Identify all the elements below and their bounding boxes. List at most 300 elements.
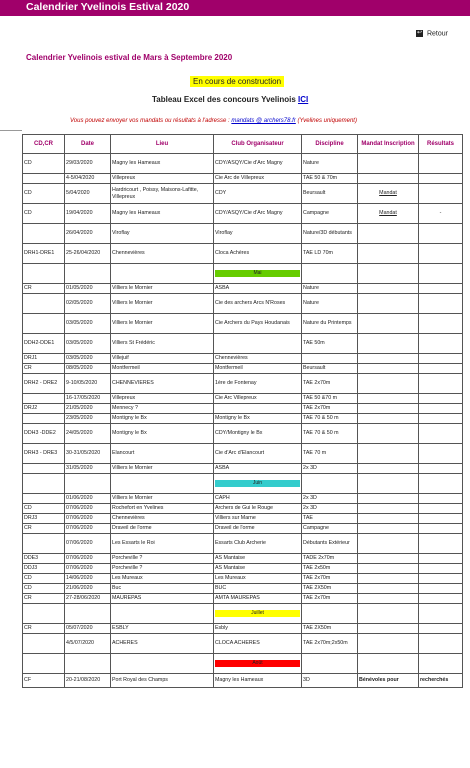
cell-resultats: [419, 464, 463, 474]
cell-cd: DRJ2: [23, 404, 65, 414]
table-row: [23, 374, 463, 394]
cell-discipline: Nature: [302, 154, 358, 174]
cell-lieu: Villejuif: [111, 354, 214, 364]
cell-mandat: [358, 224, 419, 244]
cell-mandat: [358, 634, 419, 654]
cell-club: [214, 264, 302, 284]
cell-discipline: TAE: [302, 514, 358, 524]
cell-cd: DDE3: [23, 554, 65, 564]
cell-cd: DDH2-DDE1: [23, 334, 65, 354]
cell-cd: CD: [23, 584, 65, 594]
cell-lieu: MAUREPAS: [111, 594, 214, 604]
cell-club: Draveil de l'orme: [214, 524, 302, 534]
cell-discipline: Campagne: [302, 524, 358, 534]
cell-club: [214, 604, 302, 624]
cell-club: CDY: [214, 184, 302, 204]
retour-link[interactable]: [416, 30, 448, 37]
cell-lieu: Les Mureaux: [111, 574, 214, 584]
cell-lieu: Viroflay: [111, 224, 214, 244]
cell-mandat: [358, 244, 419, 264]
cell-club: ASBA: [214, 284, 302, 294]
cell-club: CDY/ASQY/Cie d'Arc Magny: [214, 204, 302, 224]
table-row: [23, 514, 463, 524]
cell-date: [65, 474, 111, 494]
month-row: [23, 474, 463, 494]
cell-club: CLOCA ACHERES: [214, 634, 302, 654]
cell-cd: [23, 474, 65, 494]
cell-lieu: Montfermeil: [111, 364, 214, 374]
table-row: [23, 574, 463, 584]
cell-date: 14/06/2020: [65, 574, 111, 584]
cell-cd: DRH3 - DRE3: [23, 444, 65, 464]
cell-mandat: [358, 364, 419, 374]
cell-discipline: TAE 2X50m: [302, 624, 358, 634]
cell-mandat: [358, 174, 419, 184]
cell-mandat: [358, 504, 419, 514]
cell-club: CDY/ASQY/Cie d'Arc Magny: [214, 154, 302, 174]
cell-lieu: [111, 604, 214, 624]
cell-discipline: TAE 70 & 50 m: [302, 424, 358, 444]
cell-resultats: [419, 354, 463, 364]
cell-mandat: [358, 354, 419, 364]
table-row: [23, 464, 463, 474]
calendar-table: [22, 134, 463, 688]
cell-club: Montigny le Bx: [214, 414, 302, 424]
cell-club: AS Mantaise: [214, 554, 302, 564]
table-row: [23, 594, 463, 604]
cell-date: [65, 604, 111, 624]
cell-discipline: Campagne: [302, 204, 358, 224]
cell-club: AMTA MAUREPAS: [214, 594, 302, 604]
cell-resultats: [419, 514, 463, 524]
cell-discipline: TAE 2x70m;2x50m: [302, 634, 358, 654]
cell-date: 20-21/08/2020: [65, 674, 111, 688]
cell-cd: CD: [23, 184, 65, 204]
table-row: [23, 414, 463, 424]
cell-discipline: TAE 2x70m: [302, 574, 358, 584]
table-row: [23, 424, 463, 444]
cell-cd: DRJ3: [23, 514, 65, 524]
cell-cd: [23, 654, 65, 674]
cell-resultats: [419, 364, 463, 374]
cell-resultats: [419, 174, 463, 184]
cell-resultats: [419, 414, 463, 424]
cell-club: Archers de Gui le Rouge: [214, 504, 302, 514]
cell-date: 30-31/05/2020: [65, 444, 111, 464]
table-row: [23, 294, 463, 314]
cell-discipline: TADE 2x70m: [302, 554, 358, 564]
cell-lieu: Villiers St Frédéric: [111, 334, 214, 354]
cell-date: 01/05/2020: [65, 284, 111, 294]
table-row: [23, 174, 463, 184]
cell-mandat: [358, 374, 419, 394]
col-header-discipline: Discipline: [302, 135, 358, 154]
cell-cd: CD: [23, 574, 65, 584]
cell-cd: [23, 224, 65, 244]
cell-resultats: [419, 424, 463, 444]
cell-lieu: Les Essarts le Roi: [111, 534, 214, 554]
cell-mandat: [358, 264, 419, 284]
cell-date: 26/04/2020: [65, 224, 111, 244]
cell-discipline: Nature/3D débutants: [302, 224, 358, 244]
cell-lieu: Porcheville ?: [111, 564, 214, 574]
table-body: [23, 154, 463, 688]
cell-mandat: [358, 494, 419, 504]
col-header-lieu: Lieu: [111, 135, 214, 154]
cell-lieu: Villepreux: [111, 174, 214, 184]
cell-resultats: -: [419, 204, 463, 224]
construction-notice: En cours de construction: [190, 76, 284, 87]
cell-club: [214, 654, 302, 674]
table-row: [23, 524, 463, 534]
cell-discipline: TAE 50 &70 m: [302, 394, 358, 404]
cell-lieu: Magny les Hameaux: [111, 204, 214, 224]
cell-date: 07/06/2020: [65, 504, 111, 514]
col-header-club: Club Organisateur: [214, 135, 302, 154]
cell-resultats: [419, 504, 463, 514]
cell-mandat: [358, 654, 419, 674]
cell-lieu: Montigny le Bx: [111, 424, 214, 444]
cell-club: Viroflay: [214, 224, 302, 244]
cell-mandat: [358, 414, 419, 424]
cell-date: 9-10/05/2020: [65, 374, 111, 394]
cell-club: Essarts Club Archerie: [214, 534, 302, 554]
cell-resultats: [419, 494, 463, 504]
cell-discipline: [302, 264, 358, 284]
cell-lieu: Mennecy ?: [111, 404, 214, 414]
cell-mandat: [358, 314, 419, 334]
table-header-row: [23, 135, 463, 154]
cell-cd: CR: [23, 524, 65, 534]
cell-date: 5/04/2020: [65, 184, 111, 204]
table-row: [23, 534, 463, 554]
cell-cd: [23, 174, 65, 184]
mandats-email-link[interactable]: mandats @ archers78.fr: [231, 118, 296, 124]
cell-club: Cloca Achères: [214, 244, 302, 264]
cell-mandat: [358, 584, 419, 594]
cell-discipline: TAE 2x70m: [302, 404, 358, 414]
cell-discipline: TAE 2x70m: [302, 594, 358, 604]
cell-date: 03/05/2020: [65, 334, 111, 354]
cell-lieu: Villiers le Mornier: [111, 284, 214, 294]
month-band: Mai: [215, 270, 300, 277]
cell-cd: CR: [23, 624, 65, 634]
cell-resultats: [419, 524, 463, 534]
cell-club: AS Mantaise: [214, 564, 302, 574]
cell-club: Montfermeil: [214, 364, 302, 374]
cell-mandat: [358, 514, 419, 524]
cell-lieu: Hardricourt , Poissy, Maisons-Lafitte, Villepreux: [111, 184, 214, 204]
cell-discipline: TAE 50m: [302, 334, 358, 354]
cell-mandat: [358, 394, 419, 404]
table-row: [23, 224, 463, 244]
cell-resultats: [419, 264, 463, 284]
cell-club: Cie Arc Villepreux: [214, 394, 302, 404]
cell-mandat: Bénévoles pour: [358, 674, 419, 688]
cell-date: 21/05/2020: [65, 404, 111, 414]
col-header-resultats: Résultats: [419, 135, 463, 154]
table-row: [23, 404, 463, 414]
cell-cd: [23, 494, 65, 504]
cell-discipline: Beursault: [302, 184, 358, 204]
cell-discipline: [302, 354, 358, 364]
cell-cd: CR: [23, 284, 65, 294]
col-header-cd: CD,CR: [23, 135, 65, 154]
cell-lieu: Villiers le Mornier: [111, 314, 214, 334]
cell-date: 31/05/2020: [65, 464, 111, 474]
cell-club: Cie des archers Arcs N'Roses: [214, 294, 302, 314]
cell-mandat: [358, 554, 419, 564]
cell-discipline: [302, 474, 358, 494]
cell-resultats: [419, 244, 463, 264]
month-band: Juillet: [215, 610, 300, 617]
cell-resultats: [419, 584, 463, 594]
cell-lieu: Draveil de l'orme: [111, 524, 214, 534]
cell-lieu: Villepreux: [111, 394, 214, 404]
divider: [0, 130, 22, 131]
cell-resultats: [419, 594, 463, 604]
cell-mandat: [358, 154, 419, 174]
cell-lieu: Villiers le Mornier: [111, 294, 214, 314]
cell-date: 03/05/2020: [65, 314, 111, 334]
cell-club: CDY/Montigny le Bx: [214, 424, 302, 444]
cell-discipline: TAE 2x50m: [302, 564, 358, 574]
cell-date: 4-5/04/2020: [65, 174, 111, 184]
table-row: [23, 564, 463, 574]
month-band: Juin: [215, 480, 300, 487]
cell-cd: [23, 634, 65, 654]
table-row: [23, 244, 463, 264]
cell-lieu: Port Royal des Champs: [111, 674, 214, 688]
cell-cd: [23, 294, 65, 314]
table-row: [23, 394, 463, 404]
cell-discipline: Débutants Extérieur: [302, 534, 358, 554]
month-row: [23, 654, 463, 674]
cell-mandat: [358, 404, 419, 414]
cell-club: Cie Arc de Villepreux: [214, 174, 302, 184]
excel-text: Tableau Excel des concours Yvelinois: [152, 95, 296, 104]
cell-resultats: [419, 154, 463, 174]
cell-resultats: [419, 284, 463, 294]
cell-cd: CD: [23, 504, 65, 514]
month-band: Août: [215, 660, 300, 667]
cell-lieu: Porcheville ?: [111, 554, 214, 564]
send-text: Vous pouvez envoyer vos mandats ou résultats à l'adresse :: [70, 118, 230, 124]
cell-club: Magny les Hameaux: [214, 674, 302, 688]
table-row: [23, 494, 463, 504]
cell-lieu: Chennevières: [111, 244, 214, 264]
cell-mandat: [358, 334, 419, 354]
cell-mandat: [358, 624, 419, 634]
table-row: [23, 624, 463, 634]
cell-date: 02/05/2020: [65, 294, 111, 314]
cell-lieu: Chennevières: [111, 514, 214, 524]
cell-mandat: [358, 294, 419, 314]
page-heading: Calendrier Yvelinois estival de Mars à Septembre 2020: [26, 53, 233, 62]
cell-mandat: [358, 464, 419, 474]
cell-lieu: Elancourt: [111, 444, 214, 464]
cell-discipline: TAE 70 & 50 m: [302, 414, 358, 424]
cell-discipline: 2x 3D: [302, 464, 358, 474]
cell-cd: CD: [23, 204, 65, 224]
cell-cd: [23, 264, 65, 284]
cell-club: Chennevières: [214, 354, 302, 364]
cell-resultats: recherchés: [419, 674, 463, 688]
cell-resultats: [419, 604, 463, 624]
cell-discipline: Nature: [302, 284, 358, 294]
cell-mandat: [358, 524, 419, 534]
cell-lieu: Villiers le Mornier: [111, 494, 214, 504]
send-suffix: (Yvelines uniquement): [297, 118, 357, 124]
month-row: [23, 604, 463, 624]
table-row: [23, 184, 463, 204]
cell-cd: CD: [23, 154, 65, 174]
cell-date: 01/06/2020: [65, 494, 111, 504]
cell-mandat: [358, 534, 419, 554]
month-row: [23, 264, 463, 284]
cell-discipline: Nature du Printemps: [302, 314, 358, 334]
col-header-mandat: Mandat Inscription: [358, 135, 419, 154]
cell-mandat[interactable]: Mandat: [358, 204, 419, 224]
cell-mandat[interactable]: Mandat: [358, 184, 419, 204]
cell-resultats: [419, 314, 463, 334]
cell-cd: [23, 314, 65, 334]
cell-club: CAPH: [214, 494, 302, 504]
table-row: [23, 554, 463, 564]
cell-discipline: 2x 3D: [302, 504, 358, 514]
cell-resultats: [419, 184, 463, 204]
page-title: Calendrier Yvelinois Estival 2020: [26, 1, 190, 13]
cell-date: 27-28/06/2020: [65, 594, 111, 604]
send-notice: [70, 118, 357, 124]
table-row: [23, 674, 463, 688]
cell-resultats: [419, 444, 463, 464]
cell-date: 07/06/2020: [65, 514, 111, 524]
table-row: [23, 444, 463, 464]
cell-club: [214, 474, 302, 494]
cell-cd: CR: [23, 594, 65, 604]
table-row: [23, 364, 463, 374]
title-bar: [0, 0, 470, 16]
cell-resultats: [419, 374, 463, 394]
table-row: [23, 584, 463, 594]
cell-discipline: [302, 604, 358, 624]
cell-date: 23/05/2020: [65, 414, 111, 424]
cell-lieu: [111, 654, 214, 674]
cell-cd: [23, 394, 65, 404]
table-row: [23, 314, 463, 334]
cell-lieu: Buc: [111, 584, 214, 594]
cell-resultats: [419, 654, 463, 674]
cell-mandat: [358, 574, 419, 584]
cell-cd: CF: [23, 674, 65, 688]
retour-label: Retour: [426, 30, 448, 38]
cell-resultats: [419, 224, 463, 244]
cell-date: 25-26/04/2020: [65, 244, 111, 264]
col-header-date: Date: [65, 135, 111, 154]
cell-lieu: ACHERES: [111, 634, 214, 654]
cell-club: Cie Archers du Pays Houdanais: [214, 314, 302, 334]
cell-club: Villiers sur Marne: [214, 514, 302, 524]
table-row: [23, 284, 463, 294]
cell-date: 03/05/2020: [65, 354, 111, 364]
cell-lieu: Villiers le Mornier: [111, 464, 214, 474]
cell-date: 21/06/2020: [65, 584, 111, 594]
table-row: [23, 204, 463, 224]
table-row: [23, 634, 463, 654]
cell-resultats: [419, 474, 463, 494]
cell-date: 16-17/05/2020: [65, 394, 111, 404]
cell-discipline: TAE 50 & 70m: [302, 174, 358, 184]
cell-discipline: TAE 70 m: [302, 444, 358, 464]
cell-date: 07/06/2020: [65, 534, 111, 554]
cell-lieu: CHENNEVIERES: [111, 374, 214, 394]
cell-club: [214, 404, 302, 414]
cell-date: 29/03/2020: [65, 154, 111, 174]
cell-resultats: [419, 534, 463, 554]
cell-resultats: [419, 564, 463, 574]
cell-discipline: TAE LD 70m: [302, 244, 358, 264]
cell-mandat: [358, 424, 419, 444]
cell-mandat: [358, 594, 419, 604]
cell-lieu: Montigny le Bx: [111, 414, 214, 424]
cell-club: 1ère de Fontenay: [214, 374, 302, 394]
cell-resultats: [419, 334, 463, 354]
cell-lieu: Rochefort en Yvelines: [111, 504, 214, 514]
cell-cd: DDJ3: [23, 564, 65, 574]
cell-lieu: ESBLY: [111, 624, 214, 634]
cell-lieu: [111, 264, 214, 284]
cell-date: 24/05/2020: [65, 424, 111, 444]
cell-discipline: Beursault: [302, 364, 358, 374]
cell-resultats: [419, 634, 463, 654]
cell-discipline: TAE 2x70m: [302, 374, 358, 394]
cell-cd: [23, 414, 65, 424]
cell-date: 19/04/2020: [65, 204, 111, 224]
cell-cd: DRH2 - DRE2: [23, 374, 65, 394]
cell-lieu: Magny les Hameaux: [111, 154, 214, 174]
excel-line: [152, 95, 308, 104]
cell-date: [65, 264, 111, 284]
cell-mandat: [358, 284, 419, 294]
cell-mandat: [358, 564, 419, 574]
cell-cd: [23, 604, 65, 624]
cell-mandat: [358, 474, 419, 494]
cell-club: Esbly: [214, 624, 302, 634]
cell-cd: DDH3 -DDE2: [23, 424, 65, 444]
cell-club: [214, 334, 302, 354]
cell-resultats: [419, 624, 463, 634]
cell-resultats: [419, 394, 463, 404]
cell-club: ASBA: [214, 464, 302, 474]
cell-discipline: 3D: [302, 674, 358, 688]
excel-link[interactable]: ICI: [298, 95, 309, 104]
cell-resultats: [419, 574, 463, 584]
cell-date: 05/07/2020: [65, 624, 111, 634]
cell-cd: [23, 464, 65, 474]
table-row: [23, 354, 463, 364]
cell-date: 08/05/2020: [65, 364, 111, 374]
cell-cd: DRH1-DRE1: [23, 244, 65, 264]
cell-date: 07/06/2020: [65, 554, 111, 564]
cell-discipline: [302, 654, 358, 674]
cell-resultats: [419, 404, 463, 414]
cell-mandat: [358, 604, 419, 624]
cell-discipline: Nature: [302, 294, 358, 314]
back-arrow-icon: ↩: [416, 30, 422, 36]
cell-club: Cie d'Arc d'Elancourt: [214, 444, 302, 464]
cell-mandat: [358, 444, 419, 464]
